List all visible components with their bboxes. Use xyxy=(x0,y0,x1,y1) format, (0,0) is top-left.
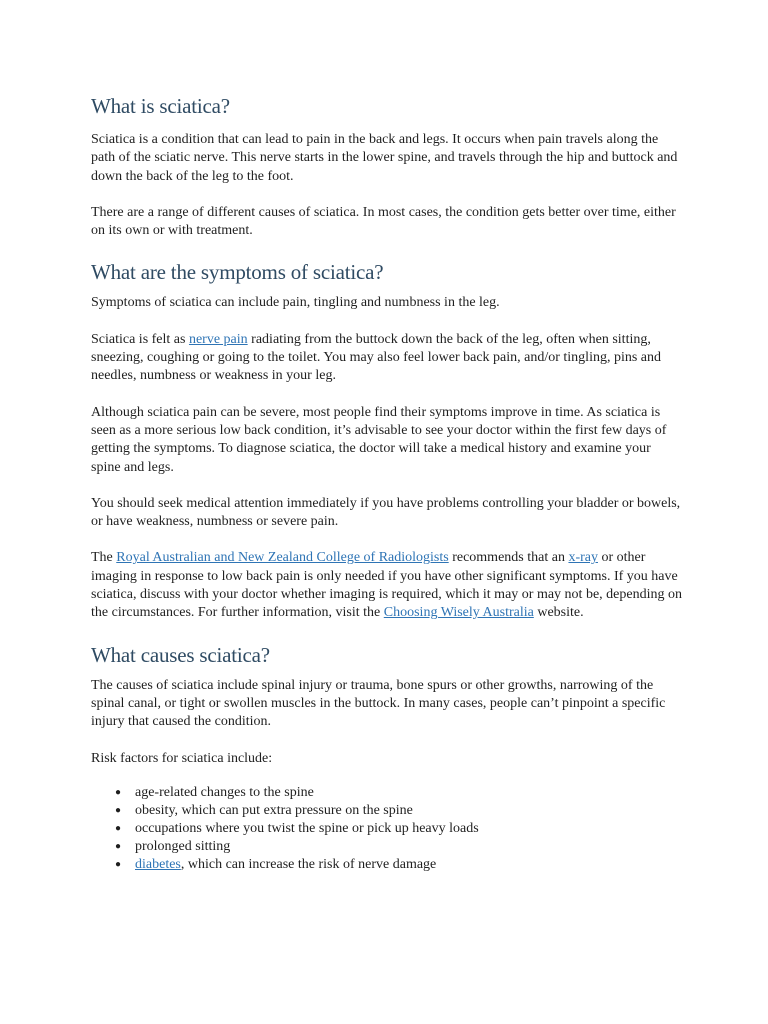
text: website. xyxy=(533,605,584,621)
list-item-text: occupations where you twist the spine or pick up heavy loads xyxy=(135,820,479,836)
paragraph: Although sciatica pain can be severe, most people find their symptoms improve in time. As sciatica is seen as a more serious low back condition, it’s advisable to see your doctor within the first few days of getting the symptoms. To diagnose sciatica, the doctor will take a medical history and examine your spine and legs. xyxy=(91,404,667,475)
bullet-icon: ● xyxy=(115,840,122,852)
article xyxy=(91,92,683,874)
text: or other imaging in response to low back pain is only needed if you have other significant symptoms. If you have sciatica, discuss with your doctor whether imaging is required, which it may or may not be, depending on the circumstances. For further information, visit the xyxy=(91,550,682,621)
list-item xyxy=(91,802,683,820)
list-item xyxy=(91,820,683,838)
text: radiating from the buttock down the back of the leg, often when sitting, sneezing, coughing or going to the toilet. You may also feel lower back pain, and/or tingling, pins and needles, numbness or weakness in your leg. xyxy=(91,331,662,384)
paragraph: Symptoms of sciatica can include pain, tingling and numbness in the leg. xyxy=(91,295,500,311)
paragraph: You should seek medical attention immediately if you have problems controlling your bladder or bowels, or have weakness, numbness or severe pain. xyxy=(91,495,681,530)
bullet-icon: ● xyxy=(115,858,122,870)
paragraph xyxy=(91,549,683,622)
bullet-icon: ● xyxy=(115,786,122,798)
list-item-text: prolonged sitting xyxy=(135,838,231,854)
text: The xyxy=(91,550,117,566)
list-item xyxy=(91,856,683,874)
nerve-pain-link[interactable]: nerve pain xyxy=(188,331,248,347)
paragraph: The causes of sciatica include spinal injury or trauma, bone spurs or other growths, narrowing of the spinal canal, or tight or swollen muscles in the buttock. In many cases, people can’t pinpoint a specific injury that caused the condition. xyxy=(91,677,666,730)
risk-factors-list xyxy=(91,784,683,874)
paragraph: Sciatica is a condition that can lead to pain in the back and legs. It occurs when pain travels along the path of the sciatic nerve. This nerve starts in the lower spine, and travels through the hip and buttock and down the back of the leg to the foot. xyxy=(91,132,678,184)
bullet-icon: ● xyxy=(115,804,122,816)
heading-causes: What causes sciatica? xyxy=(91,642,270,667)
diabetes-link[interactable]: diabetes xyxy=(135,856,181,872)
x-ray-link[interactable]: x-ray xyxy=(568,550,598,566)
choosing-wisely-link[interactable]: Choosing Wisely Australia xyxy=(383,605,534,621)
heading-symptoms: What are the symptoms of sciatica? xyxy=(91,260,384,285)
radiologists-college-link[interactable]: Royal Australian and New Zealand College of Radiologists xyxy=(116,550,449,566)
text: recommends that an xyxy=(448,550,569,566)
section-causes xyxy=(91,641,683,874)
list-item-text: , which can increase the risk of nerve damage xyxy=(180,856,437,872)
list-item-text: age-related changes to the spine xyxy=(135,784,314,800)
paragraph xyxy=(91,331,683,386)
bullet-icon: ● xyxy=(115,822,122,834)
text: Sciatica is felt as xyxy=(91,331,189,347)
risk-factors-intro: Risk factors for sciatica include: xyxy=(91,750,273,766)
list-item-text: obesity, which can put extra pressure on the spine xyxy=(135,802,413,818)
section-what-is-sciatica xyxy=(91,92,683,240)
paragraph: There are a range of different causes of sciatica. In most cases, the condition gets better over time, either on its own or with treatment. xyxy=(91,204,676,239)
list-item xyxy=(91,784,683,802)
section-symptoms xyxy=(91,258,683,622)
heading-what-is-sciatica: What is sciatica? xyxy=(91,94,230,118)
list-item xyxy=(91,838,683,856)
